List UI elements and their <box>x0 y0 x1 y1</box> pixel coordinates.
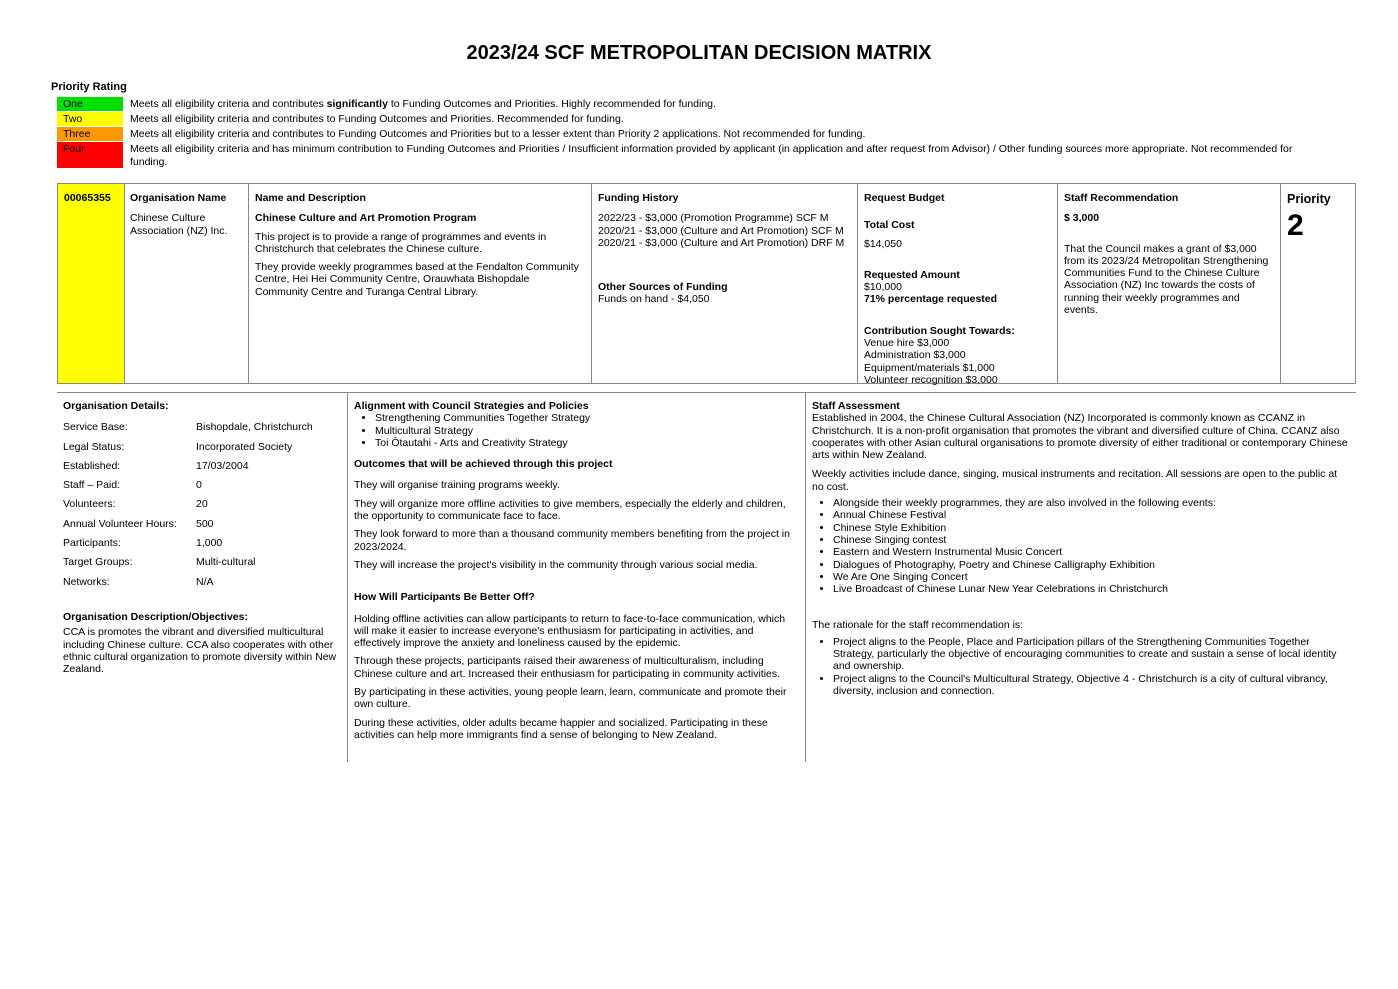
org-detail-row: Established: 17/03/2004 <box>63 459 249 472</box>
contribution-label: Contribution Sought Towards: <box>864 324 1015 337</box>
outcome-item: They will organise training programs weekly. <box>354 479 560 492</box>
priority-row-one <box>57 97 1317 111</box>
outcome-item: They look forward to more than a thousand community members benefiting from the project in 2023/2024. <box>354 528 790 553</box>
priority-row-four <box>57 142 1317 168</box>
org-name: Chinese Culture Association (NZ) Inc. <box>130 212 228 237</box>
request-budget-cell <box>858 184 1057 384</box>
org-detail-row: Staff – Paid: 0 <box>63 479 202 492</box>
outcome-item: They will increase the project's visibility in the community through various social media. <box>354 558 758 571</box>
events-list <box>812 497 1350 595</box>
event-item: • Alongside their weekly programmes, they are also involved in the following events: <box>833 497 1350 509</box>
rationale-item: • Project aligns to the People, Place and Participation pillars of the Strengthening Communities Together Strategy, particularly the objective of encouraging communities to create and sustain a sense of local identity and ownership. <box>833 636 1350 673</box>
staff-recommendation-cell <box>1058 184 1280 384</box>
priority-row-two <box>57 112 1317 126</box>
org-detail-row: Target Groups: Multi-cultural <box>63 556 256 569</box>
requested-amount-label: Requested Amount <box>864 268 960 281</box>
alignment-header: Alignment with Council Strategies and Policies <box>354 400 589 412</box>
priority-text-three: Meets all eligibility criteria and contributes to Funding Outcomes and Priorities but to a lesser extent than Priority 2 applications. Not recommended for funding. <box>130 128 866 140</box>
event-item: • Dialogues of Photography, Poetry and Chinese Calligraphy Exhibition <box>833 559 1350 571</box>
staff-rec-text: That the Council makes a grant of $3,000 from its 2023/24 Metropolitan Strengthening Communities Fund to the Chinese Culture Association (NZ) Inc towards the costs of running their weekly programmes and events. <box>1064 242 1269 317</box>
org-name-header: Organisation Name <box>130 192 227 204</box>
contribution-item: Venue hire $3,000 <box>864 337 950 350</box>
funding-history-list <box>598 212 851 249</box>
alignment-section <box>354 400 798 741</box>
org-detail-row: Volunteers: 20 <box>63 498 208 511</box>
outcome-item: They will organize more offline activities to give members, especially the elderly and children, the opportunity to communicate face to face. <box>354 497 786 523</box>
better-off-item: Holding offline activities can allow participants to return to face-to-face communication, which will make it easier to increase everyone's enthusiasm for participating in activities, and effectively improve the anxiety and loneliness caused by the epidemic. <box>354 612 786 650</box>
contribution-item: Administration $3,000 <box>864 349 966 362</box>
staff-assessment <box>812 400 1350 697</box>
event-item: • Annual Chinese Festival <box>833 509 1350 521</box>
alignment-item: • Toi Ōtautahi - Arts and Creativity Strategy <box>375 437 798 449</box>
rationale-list <box>812 636 1350 697</box>
org-detail-row: Service Base: Bishopdale, Christchurch <box>63 421 313 434</box>
rationale-item: • Project aligns to the Council's Multicultural Strategy, Objective 4 - Christchurch is a city of cultural vibrancy, diversity, inclusion and connection. <box>833 673 1350 698</box>
organisation-name-cell <box>124 184 248 384</box>
better-off-item: Through these projects, participants raised their awareness of multiculturalism, including Chinese culture and art. Increased their enthusiasm for participating in community activities. <box>354 655 781 680</box>
priority-swatch-three: Three <box>57 127 123 141</box>
event-item: • Eastern and Western Instrumental Music Concert <box>833 546 1350 558</box>
event-item: • Live Broadcast of Chinese Lunar New Year Celebrations in Christchurch <box>833 583 1350 595</box>
application-id: 00065355 <box>64 192 111 204</box>
org-detail-row: Legal Status: Incorporated Society <box>63 440 293 453</box>
other-sources-header: Other Sources of Funding <box>598 281 728 294</box>
priority-text-four: Meets all eligibility criteria and has minimum contribution to Funding Outcomes and Priorities / Insufficient information provided by applicant (in application and after request from Advisor) / Other funding sources more appropriate. Not recommended for funding. <box>130 143 1293 168</box>
requested-amount: $10,000 <box>864 281 902 294</box>
org-detail-row: Annual Volunteer Hours: 500 <box>63 517 214 530</box>
funding-history-item: 2020/21 - $3,000 (Culture and Art Promotion) SCF M <box>598 224 844 237</box>
funding-history-header: Funding History <box>598 192 679 204</box>
event-item: • Chinese Style Exhibition <box>833 522 1350 534</box>
page-title: 2023/24 SCF METROPOLITAN DECISION MATRIX <box>466 42 932 64</box>
staff-assessment-para-2: Weekly activities include dance, singing, musical instruments and recitation. All sessions are open to the public at no cost. <box>812 468 1338 493</box>
staff-assessment-para-1: Established in 2004, the Chinese Cultural Association (NZ) Incorporated is commonly known as CCANZ in Christchurch. It is a non-profit organisation that promotes the vibrant and diversified culture of China. CCANZ also cooperates with other Asian cultural organisations to promote diversity of either traditional or contemporary Chinese arts within New Zealand. <box>812 412 1348 462</box>
name-desc-header: Name and Description <box>255 192 366 204</box>
total-cost: $14,050 <box>864 237 902 250</box>
staff-assessment-header: Staff Assessment <box>812 400 900 412</box>
contribution-item: Equipment/materials $1,000 <box>864 361 995 374</box>
priority-value: 2 <box>1287 209 1304 242</box>
event-item: • We Are One Singing Concert <box>833 571 1350 583</box>
funding-history-cell <box>592 184 857 384</box>
priority-text-one: Meets all eligibility criteria and contributes significantly to Funding Outcomes and Priorities. Highly recommended for funding. <box>130 98 716 110</box>
org-details-header: Organisation Details: <box>63 400 169 412</box>
funding-history-item: 2022/23 - $3,000 (Promotion Programme) SCF M <box>598 212 829 225</box>
staff-rec-amount: $ 3,000 <box>1064 212 1100 225</box>
outcomes-header: Outcomes that will be achieved through this project <box>354 458 613 471</box>
application-id-cell <box>58 184 124 384</box>
priority-swatch-two: Two <box>57 112 123 126</box>
other-sources: Funds on hand - $4,050 <box>598 293 710 306</box>
staff-rec-header: Staff Recommendation <box>1064 192 1179 204</box>
priority-text-two: Meets all eligibility criteria and contributes to Funding Outcomes and Priorities. Recommended for funding. <box>130 113 624 125</box>
priority-rating-label: Priority Rating <box>51 81 127 93</box>
better-off-item: By participating in these activities, young people learn, learn, communicate and promote their own culture. <box>354 686 787 711</box>
funding-history-item: 2020/21 - $3,000 (Culture and Art Promotion) DRF M <box>598 236 845 249</box>
priority-header: Priority <box>1287 192 1331 206</box>
rationale-intro: The rationale for the staff recommendation is: <box>812 619 1024 632</box>
program-description-1: This project is to provide a range of programmes and events in Christchurch that celebrates the Chinese culture. <box>255 230 547 255</box>
priority-row-three <box>57 127 1317 141</box>
contribution-item: Volunteer recognition $3,000 <box>864 373 998 386</box>
percentage-requested: 71% percentage requested <box>864 293 998 306</box>
organisation-details <box>63 400 343 675</box>
org-detail-row: Networks: N/A <box>63 575 214 588</box>
org-description: CCA is promotes the vibrant and diversified multicultural including Chinese culture. CCA also cooperates with other ethnic cultural organization to promote diversity within New Zealand. <box>63 626 337 676</box>
program-name: Chinese Culture and Art Promotion Program <box>255 212 477 225</box>
priority-swatch-one: One <box>57 97 123 111</box>
alignment-item: • Multicultural Strategy <box>375 425 798 437</box>
org-detail-row: Participants: 1,000 <box>63 537 223 550</box>
better-off-header: How Will Participants Be Better Off? <box>354 591 535 604</box>
request-budget-header: Request Budget <box>864 192 945 204</box>
event-item: • Chinese Singing contest <box>833 534 1350 546</box>
name-description-cell <box>249 184 591 384</box>
priority-cell <box>1281 184 1356 384</box>
alignment-item: • Strengthening Communities Together Strategy <box>375 412 798 424</box>
program-description-2: They provide weekly programmes based at the Fendalton Community Centre, Hei Hei Community Centre, Orauwhata Bishopdale Community Centre and Turanga Central Library. <box>255 261 579 298</box>
alignment-list <box>354 412 798 449</box>
org-description-header: Organisation Description/Objectives: <box>63 610 248 623</box>
better-off-item: During these activities, older adults became happier and socialized. Participating in these activities can help more immigrants find a sense of belonging to New Zealand. <box>354 716 768 741</box>
total-cost-label: Total Cost <box>864 219 915 232</box>
priority-swatch-four: Four <box>57 142 123 168</box>
